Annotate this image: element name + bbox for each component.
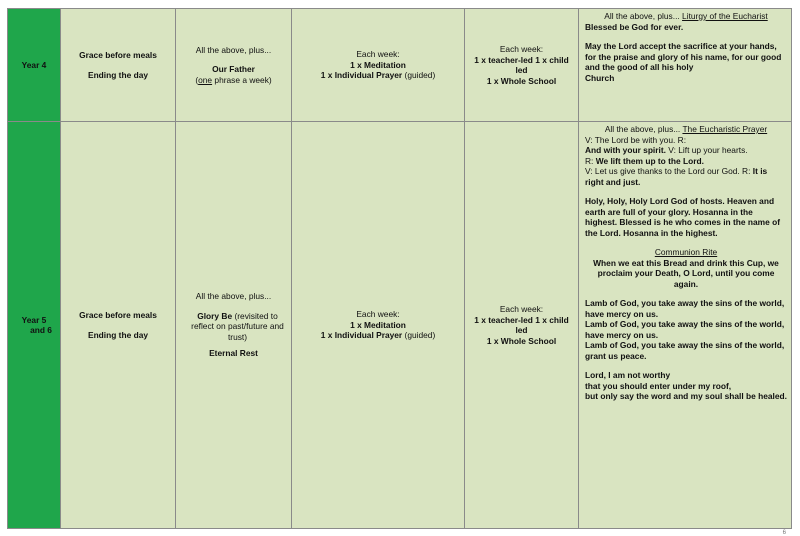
lamb-of-god-2: Lamb of God, you take away the sins of the world, have mercy on us. (585, 319, 785, 340)
individual-prayer-line: 1 x Individual Prayer (guided) (320, 70, 436, 81)
meditation-cell (292, 9, 465, 122)
meditation-cell (292, 122, 465, 529)
year-label-2: and 6 (30, 325, 52, 335)
year-label: Year 5 (21, 314, 47, 325)
collective-worship-cell (465, 9, 579, 122)
communion-rite-title: Communion Rite (654, 247, 718, 257)
year-5-6-cell (8, 122, 61, 529)
holy-holy-paragraph: Holy, Holy, Holy Lord God of hosts. Heaven and earth are full of your glory. Hosanna in the highest. Blessed is he who comes in the name of the Lord. Hosanna in the highest. (585, 196, 780, 238)
response-2: R: We lift them up to the Lord. (585, 155, 704, 166)
curriculum-table (7, 8, 792, 529)
individual-prayer-line: 1 x Individual Prayer (guided) (320, 330, 436, 341)
eternal-rest: Eternal Rest (209, 348, 258, 359)
new-prayers-cell (176, 122, 292, 529)
page-number: 6 (782, 530, 786, 536)
versicle-1: V: The Lord be with you. R: (585, 134, 687, 145)
church-line: Church (585, 72, 615, 83)
collective-worship-cell (465, 122, 579, 529)
intro-text: All the above, plus... (195, 291, 272, 302)
lamb-of-god-1: Lamb of God, you take away the sins of the world, have mercy on us. (585, 298, 785, 319)
each-week-label: Each week: (499, 44, 544, 54)
eucharistic-heading: All the above, plus... The Eucharistic Prayer (604, 124, 768, 134)
phrase-note: (one phrase a week) (195, 74, 272, 85)
each-week-label: Each week: (499, 304, 544, 314)
lord-not-worthy-3: but only say the word and my soul shall be healed. (585, 391, 787, 401)
meditation-line: 1 x Meditation (350, 319, 406, 330)
intro-text: All the above, plus... (195, 44, 272, 55)
eucharistic-prayer-link: The Eucharistic Prayer (682, 124, 768, 134)
whole-school: 1 x Whole School (486, 335, 557, 346)
grace-before-meals: Grace before meals (79, 50, 157, 60)
ending-the-day: Ending the day (87, 69, 149, 80)
teacher-child-led: 1 x teacher-led 1 x child led (474, 54, 569, 75)
communion-paragraph: When we eat this Bread and drink this Cup, we proclaim your Death, O Lord, until you come again. (593, 257, 779, 289)
each-week-label: Each week: (356, 49, 400, 60)
liturgy-heading: All the above, plus... Liturgy of the Eucharist (604, 11, 768, 21)
grace-before-meals: Grace before meals (79, 310, 157, 320)
blessed-line: Blessed be God for ever. (585, 21, 684, 32)
ending-the-day: Ending the day (87, 329, 149, 340)
table-row-year-5-6 (8, 122, 792, 529)
liturgy-cell (579, 9, 792, 122)
glory-be-line: Glory Be (revisited to reflect on past/future and trust) (191, 310, 284, 342)
daily-prayers-cell (61, 122, 176, 529)
sacrifice-paragraph: May the Lord accept the sacrifice at your hands, for the praise and glory of his name, for our good and the good of all his holy (585, 41, 782, 72)
daily-prayers-cell (61, 9, 176, 122)
lord-not-worthy-2: that you should enter under my roof, (585, 380, 732, 391)
teacher-child-led: 1 x teacher-led 1 x child led (474, 314, 569, 335)
whole-school: 1 x Whole School (486, 75, 557, 86)
year-label: Year 4 (21, 59, 47, 70)
our-father: Our Father (212, 64, 255, 75)
each-week-label: Each week: (356, 309, 400, 320)
liturgy-of-eucharist-link: Liturgy of the Eucharist (682, 11, 768, 21)
new-prayers-cell (176, 9, 292, 122)
response-1: And with your spirit. V: Lift up your hearts. (585, 145, 748, 155)
versicle-3: V: Let us give thanks to the Lord our God. R: It is right and just. (585, 166, 768, 187)
year-4-cell (8, 9, 61, 122)
meditation-line: 1 x Meditation (350, 59, 406, 70)
lamb-of-god-3: Lamb of God, you take away the sins of the world, grant us peace. (585, 340, 785, 361)
lord-not-worthy-1: Lord, I am not worthy (585, 370, 671, 380)
eucharistic-prayer-cell (579, 122, 792, 529)
table-row-year-4 (8, 9, 792, 122)
